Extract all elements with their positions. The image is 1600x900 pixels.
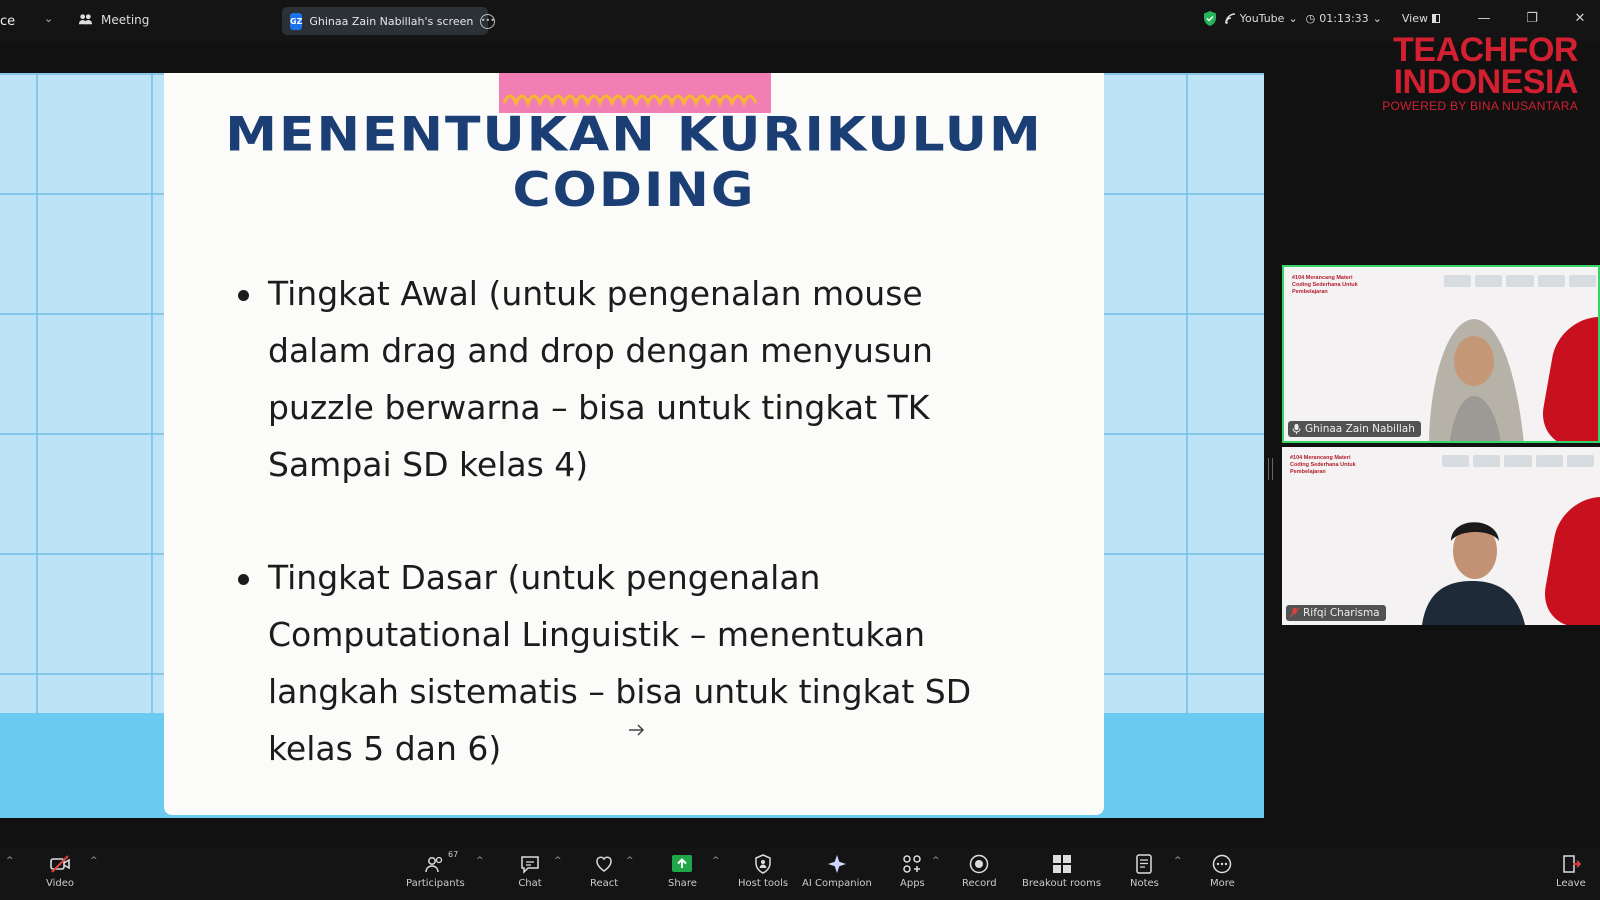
react-options-caret-icon[interactable]: ^ — [626, 856, 634, 866]
sponsor-logos — [1442, 455, 1594, 467]
chat-icon — [518, 852, 542, 876]
leave-button[interactable] — [1556, 852, 1586, 889]
participants-count: 67 — [448, 850, 459, 859]
breakout-rooms-button[interactable] — [1022, 852, 1101, 889]
slide-title-line-1: MENENTUKAN KURIKULUM — [225, 108, 1043, 163]
share-screen-icon — [670, 852, 694, 876]
more-button[interactable] — [1210, 852, 1235, 889]
chevron-down-icon: ⌄ — [1288, 11, 1298, 25]
muted-microphone-icon — [1290, 608, 1299, 618]
panel-resize-handle[interactable] — [1268, 458, 1273, 480]
ai-companion-label: AI Companion — [802, 878, 872, 889]
clock-icon: ◷ — [1305, 11, 1316, 25]
slide-bullet-list — [236, 265, 1016, 833]
participant-video — [1409, 301, 1539, 443]
broadcast-icon — [1225, 13, 1236, 24]
record-label: Record — [962, 878, 997, 889]
bullet-tingkat-awal: Tingkat Awal (untuk pengenalan mouse dalam drag and drop dengan menyusun puzzle berwarna – bisa untuk tingkat TK Sampai SD kelas 4) — [236, 265, 1016, 493]
host-tools-shield-icon — [751, 852, 775, 876]
apps-label: Apps — [900, 878, 925, 889]
chevron-down-icon: ⌄ — [1372, 11, 1382, 25]
react-label: React — [590, 878, 619, 889]
heart-icon — [592, 852, 616, 876]
chevron-down-icon[interactable]: ⌄ — [44, 12, 54, 25]
breakout-rooms-icon — [1050, 852, 1074, 876]
workspace-label[interactable]: ce — [0, 14, 16, 29]
record-icon — [967, 852, 991, 876]
participant-name: Rifqi Charisma — [1303, 607, 1380, 619]
encryption-shield-icon[interactable] — [1203, 11, 1217, 26]
meeting-label: Meeting — [101, 12, 150, 27]
participants-icon — [78, 12, 93, 27]
more-options-icon[interactable]: ••• — [480, 14, 495, 29]
tile-background-heading: #104 Merancang Materi Coding Sederhana Untuk Pembelajaran — [1290, 455, 1356, 475]
view-button[interactable] — [1402, 12, 1440, 25]
ai-companion-button[interactable] — [802, 852, 872, 889]
video-tile-ghinaa[interactable] — [1282, 265, 1600, 443]
tile-background-shape — [1537, 317, 1600, 443]
participants-options-caret-icon[interactable]: ^ — [476, 856, 484, 866]
slide-title — [164, 107, 1104, 219]
share-options-caret-icon[interactable]: ^ — [712, 856, 720, 866]
close-button[interactable]: ✕ — [1574, 10, 1586, 26]
audio-options-caret-icon[interactable]: ^ — [6, 856, 14, 866]
video-tile-rifqi[interactable] — [1282, 447, 1600, 625]
tile-background-shape — [1539, 497, 1600, 625]
view-grid-icon — [1432, 14, 1440, 23]
share-label: Share — [668, 878, 697, 889]
timer-value: 01:13:33 — [1319, 11, 1369, 25]
chat-label: Chat — [518, 878, 542, 889]
apps-button[interactable] — [900, 852, 925, 889]
host-tools-button[interactable] — [738, 852, 788, 889]
participant-video — [1407, 481, 1537, 625]
host-tools-label: Host tools — [738, 878, 789, 889]
notes-icon — [1132, 852, 1156, 876]
participant-name-tag — [1286, 605, 1386, 621]
teach-for-indonesia-logo: TEACHFOR INDONESIA POWERED BY BINA NUSANTARA — [1382, 31, 1578, 113]
more-label: More — [1210, 878, 1235, 889]
react-button[interactable] — [590, 852, 618, 889]
video-button[interactable] — [46, 852, 74, 889]
notes-button[interactable] — [1130, 852, 1159, 889]
slide-title-line-2: CODING — [512, 163, 756, 218]
tile-background-heading: #104 Merancang Materi Coding Sederhana Untuk Pembelajaran — [1292, 275, 1358, 295]
minimize-button[interactable]: — — [1477, 10, 1491, 26]
participant-name-tag — [1288, 421, 1421, 437]
record-button[interactable] — [962, 852, 997, 889]
sponsor-logos — [1444, 275, 1596, 287]
presentation-slide — [164, 73, 1104, 815]
leave-label: Leave — [1556, 878, 1586, 889]
top-bar — [0, 0, 1600, 42]
video-off-icon — [48, 852, 72, 876]
bullet-tingkat-dasar: Tingkat Dasar (untuk pengenalan Computational Linguistik – menentukan langkah sistematis – bisa untuk tingkat SD kelas 5 dan 6) — [236, 549, 1016, 777]
more-icon — [1210, 852, 1234, 876]
screen-share-title: Ghinaa Zain Nabillah's screen — [309, 14, 474, 28]
breakout-rooms-label: Breakout rooms — [1022, 878, 1102, 889]
sharer-avatar: GZ — [290, 13, 302, 30]
apps-icon — [900, 852, 924, 876]
video-options-caret-icon[interactable]: ^ — [90, 856, 98, 866]
apps-options-caret-icon[interactable]: ^ — [932, 856, 940, 866]
screen-share-pill[interactable] — [282, 7, 495, 35]
participants-icon — [423, 852, 447, 876]
notes-options-caret-icon[interactable]: ^ — [1174, 856, 1182, 866]
shared-screen — [0, 73, 1264, 818]
livestream-indicator[interactable] — [1225, 12, 1298, 25]
share-button[interactable] — [668, 852, 697, 889]
meeting-toolbar — [0, 848, 1600, 900]
notes-label: Notes — [1130, 878, 1159, 889]
video-label: Video — [46, 878, 75, 889]
restore-button[interactable]: ❐ — [1526, 10, 1538, 26]
youtube-label: YouTube — [1239, 11, 1285, 25]
chat-options-caret-icon[interactable]: ^ — [554, 856, 562, 866]
meeting-menu[interactable] — [78, 12, 149, 27]
leave-icon — [1559, 852, 1583, 876]
meeting-timer[interactable] — [1306, 12, 1382, 25]
sparkle-icon — [825, 852, 849, 876]
participants-label: Participants — [406, 878, 465, 889]
participant-name: Ghinaa Zain Nabillah — [1305, 423, 1415, 435]
microphone-icon — [1292, 424, 1301, 434]
view-label: View — [1401, 11, 1428, 25]
pointer-cursor-icon — [628, 723, 646, 737]
chat-button[interactable] — [518, 852, 542, 889]
